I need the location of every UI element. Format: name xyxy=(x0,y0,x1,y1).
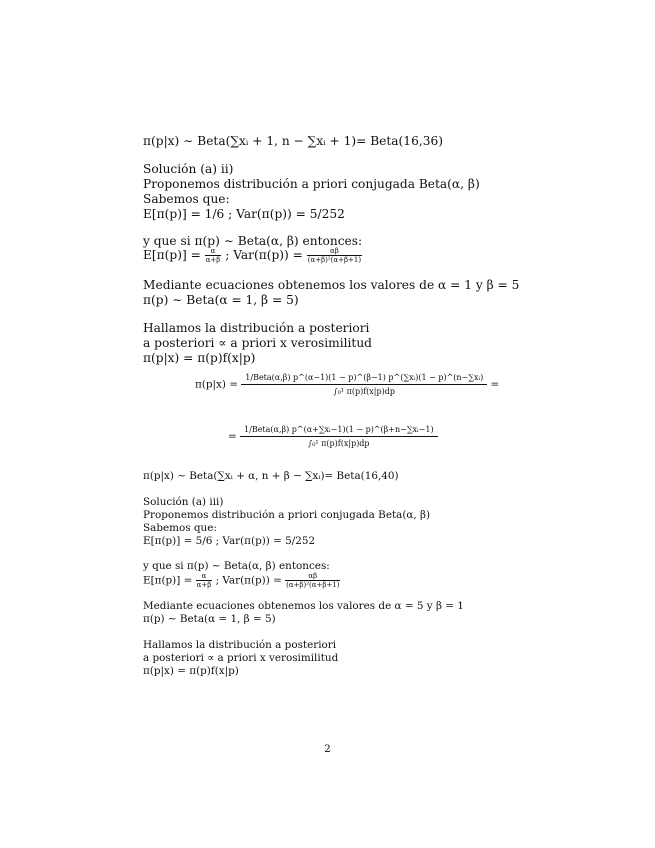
display-equation-1-numerator: 1/Beta(α,β) p^(α−1)(1 − p)^(β−1) p^(∑xᵢ)(1 − p)^(n−∑xᵢ) xyxy=(241,373,487,385)
beta-moments-formula-2 xyxy=(143,572,340,589)
mean-numerator: α xyxy=(205,247,222,256)
variance-fraction xyxy=(307,247,362,264)
variance-label: ; Var(π(p)) = xyxy=(225,248,303,262)
display-equation-2-numerator: 1/Beta(α,β) p^(α+∑xᵢ−1)(1 − p)^(β+n−∑xᵢ−1) xyxy=(240,425,438,437)
beta-moments-formula xyxy=(143,247,362,264)
section-heading-a-iii: Solución (a) iii) xyxy=(143,496,224,508)
mean-fraction-2 xyxy=(196,572,213,589)
beta-condition-line-2: y que si π(p) ∼ Beta(α, β) entonces: xyxy=(143,560,330,572)
variance-denominator-2: (α+β)²(α+β+1) xyxy=(286,581,340,589)
expectation-label-2: E[π(p)] = xyxy=(143,574,193,587)
solve-equations-line-2: Mediante ecuaciones obtenemos los valores de α = 5 y β = 1 xyxy=(143,600,464,612)
mean-fraction xyxy=(205,247,222,264)
posterior-heading-2: Hallamos la distribución a posteriori xyxy=(143,639,337,651)
mean-denominator-2: α+β xyxy=(196,581,212,589)
display-equation-2-fraction xyxy=(240,425,438,448)
proportionality-line: a posteriori ∝ a priori x verosimilitud xyxy=(143,336,372,350)
known-label-2: Sabemos que: xyxy=(143,522,217,534)
display-equation-1-rhs: = xyxy=(490,378,500,391)
variance-denominator: (α+β)²(α+β+1) xyxy=(307,256,362,264)
moments-line-2: E[π(p)] = 5/6 ; Var(π(p)) = 5/252 xyxy=(143,535,316,547)
bayes-line-2: π(p|x) = π(p)f(x|p) xyxy=(143,665,239,677)
display-equation-2 xyxy=(228,425,438,448)
proportionality-line-2: a posteriori ∝ a priori x verosimilitud xyxy=(143,652,339,664)
page-number: 2 xyxy=(324,743,331,755)
beta-condition-line: y que si π(p) ∼ Beta(α, β) entonces: xyxy=(143,234,363,248)
expectation-label: E[π(p)] = xyxy=(143,248,201,262)
variance-numerator: αβ xyxy=(307,247,362,256)
posterior-heading: Hallamos la distribución a posteriori xyxy=(143,321,370,335)
display-equation-1 xyxy=(195,373,499,396)
display-equation-2-denominator: ∫₀¹ π(p)f(x|p)dp xyxy=(308,439,370,448)
known-label: Sabemos que: xyxy=(143,192,230,206)
variance-fraction-2 xyxy=(285,572,340,589)
posterior-result-line-1: π(p|x) ∼ Beta(∑xᵢ + 1, n − ∑xᵢ + 1)= Beta(16,36) xyxy=(143,134,443,148)
moments-line: E[π(p)] = 1/6 ; Var(π(p)) = 5/252 xyxy=(143,207,345,221)
variance-label-2: ; Var(π(p)) = xyxy=(215,574,282,587)
prior-distribution-line-2: π(p) ∼ Beta(α = 1, β = 5) xyxy=(143,613,276,625)
bayes-line: π(p|x) = π(p)f(x|p) xyxy=(143,351,256,365)
display-equation-1-fraction xyxy=(241,373,487,396)
prior-distribution-line: π(p) ∼ Beta(α = 1, β = 5) xyxy=(143,293,299,307)
mean-numerator-2: α xyxy=(196,572,213,581)
prior-proposal-line-2: Proponemos distribución a priori conjugada Beta(α, β) xyxy=(143,509,431,521)
display-equation-1-denominator: ∫₀¹ π(p)f(x|p)dp xyxy=(333,387,395,396)
display-equation-1-lhs: π(p|x) = xyxy=(195,378,238,391)
section-heading-a-ii: Solución (a) ii) xyxy=(143,162,234,176)
solve-equations-line: Mediante ecuaciones obtenemos los valores de α = 1 y β = 5 xyxy=(143,278,520,292)
mean-denominator: α+β xyxy=(205,256,221,264)
variance-numerator-2: αβ xyxy=(285,572,340,581)
display-equation-2-lhs: = xyxy=(228,430,237,443)
prior-proposal-line: Proponemos distribución a priori conjugada Beta(α, β) xyxy=(143,177,480,191)
posterior-result-line-2: π(p|x) ∼ Beta(∑xᵢ + α, n + β − ∑xᵢ)= Beta(16,40) xyxy=(143,470,399,482)
